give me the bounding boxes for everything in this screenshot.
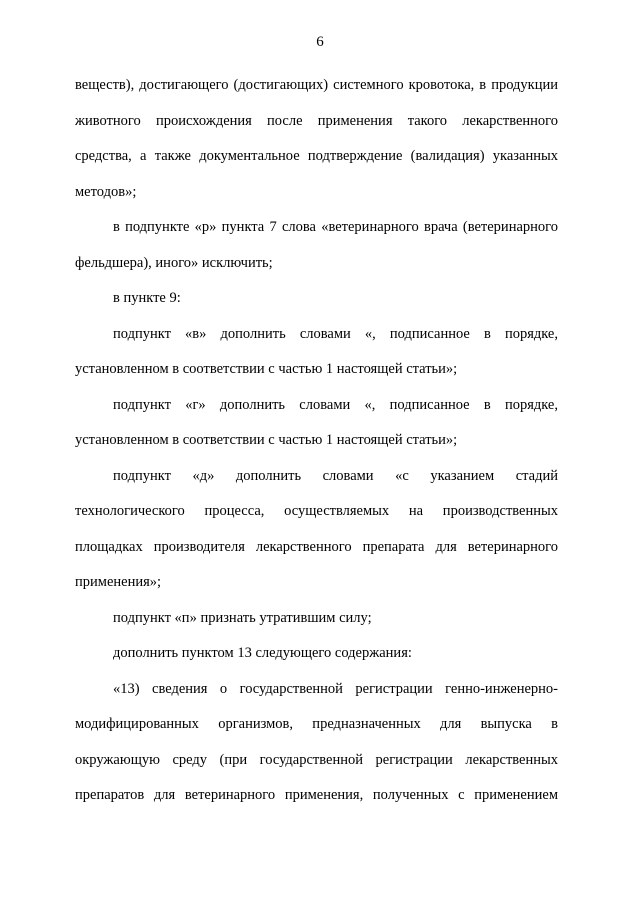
document-body [75,68,558,814]
paragraph-subpoint-d: подпункт «д» дополнить словами «с указанием стадий технологического процесса, осуществляемых на производственных площадках производителя лекарственного препарата для ветеринарного применения»; [75,467,558,590]
paragraph-subpoint-r-item-7: в подпункте «р» пункта 7 слова «ветеринарного врача (ветеринарного фельдшера), иного» исключить; [75,219,558,271]
paragraph-add-item-13: дополнить пунктом 13 следующего содержания: [113,645,412,661]
paragraph-continuation-methods: веществ), достигающего (достигающих) системного кровотока, в продукции животного происхождения после применения такого лекарственного средства, а также документальное подтверждение (валидация) указанных методов»; [75,77,558,200]
paragraph-subpoint-g: подпункт «г» дополнить словами «, подписанное в порядке, установленном в соответствии с частью 1 настоящей статьи»; [75,396,558,448]
paragraph-item-13-text: «13) сведения о государственной регистрации генно-инженерно-модифицированных организмов, предназначенных для выпуска в окружающую среду (при государственной регистрации лекарственных препаратов для ветеринарного применения, полученных с применением [75,680,558,803]
paragraph-item-9-heading: в пункте 9: [113,290,181,306]
paragraph-subpoint-v: подпункт «в» дополнить словами «, подписанное в порядке, установленном в соответствии с частью 1 настоящей статьи»; [75,325,558,377]
paragraph-subpoint-p: подпункт «п» признать утратившим силу; [113,609,372,626]
page-number: 6 [316,34,324,50]
